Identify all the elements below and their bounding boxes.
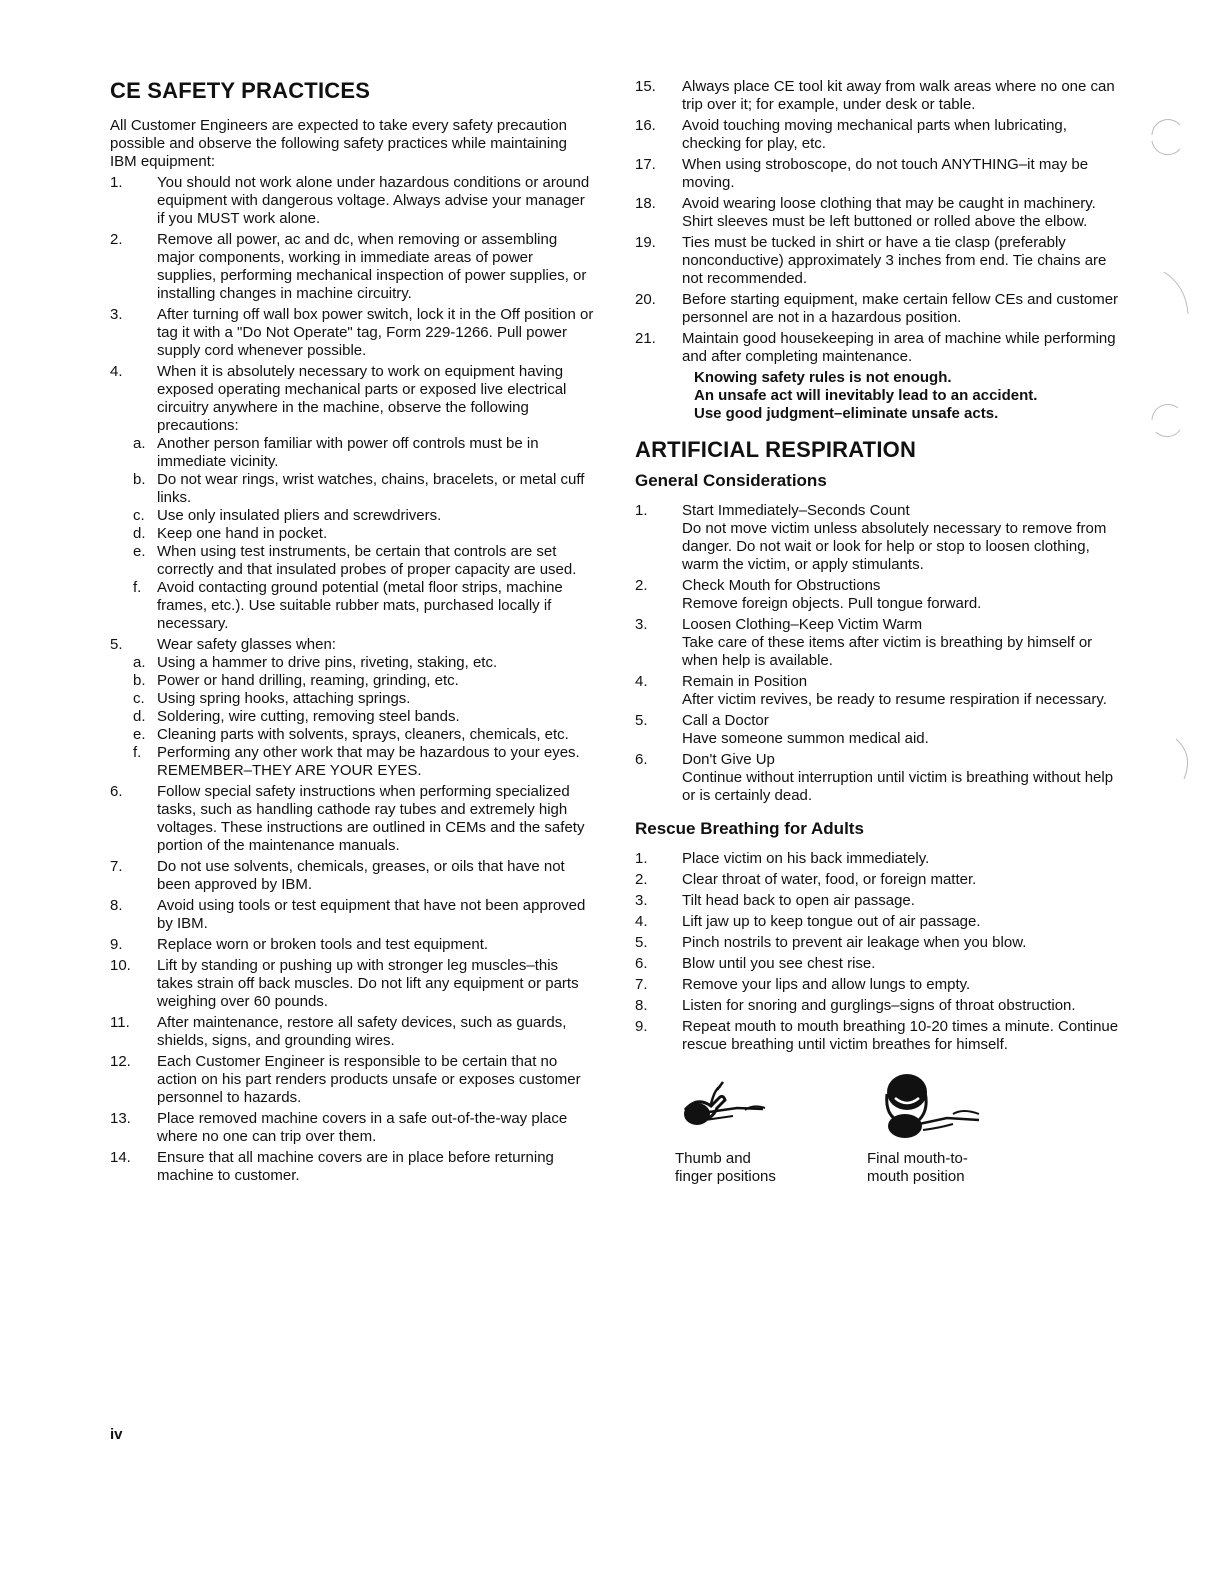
sub-list [133, 435, 595, 633]
list-item: 16. Avoid touching moving mechanical parts when lubricating, checking for play, etc. [635, 117, 1067, 152]
list-item: 7. Remove your lips and allow lungs to empty. [635, 976, 971, 993]
list-item: 2. Clear throat of water, food, or foreign matter. [635, 871, 977, 888]
list-item: 13. Place removed machine covers in a safe out-of-the-way place where no one can trip over them. [110, 1110, 568, 1145]
figure-thumb-finger [675, 1068, 835, 1186]
safety-list-right [635, 78, 1120, 366]
sub-list-item: d. Soldering, wire cutting, removing steel bands. [133, 708, 460, 725]
list-item: 1. Start Immediately–Seconds Count Do not move victim unless absolutely necessary to remove from danger. Do not wait or look for help or stop to loosen clothing, warm the victim, or apply stimulants. [635, 502, 1107, 573]
list-item: 10. Lift by standing or pushing up with stronger leg muscles–this takes strain off back muscles. Do not lift any equipment or parts weighing over 60 pounds. [110, 957, 579, 1010]
sub-list-item: c. Use only insulated pliers and screwdrivers. [133, 507, 442, 524]
list-item: 8. Avoid using tools or test equipment that have not been approved by IBM. [110, 897, 586, 932]
sub-list-item: d. Keep one hand in pocket. [133, 525, 328, 542]
list-item: 5. Call a Doctor Have someone summon medical aid. [635, 712, 929, 747]
right-column [635, 78, 1120, 1238]
page-number: iv [110, 1426, 123, 1443]
mouth-to-mouth-illustration-icon [867, 1068, 987, 1146]
respiration-figures [635, 1068, 1120, 1238]
list-item: 9. Replace worn or broken tools and test equipment. [110, 936, 489, 953]
punch-hole-mark-icon [1156, 268, 1196, 318]
list-item: 4. Lift jaw up to keep tongue out of air passage. [635, 913, 981, 930]
safety-intro: All Customer Engineers are expected to take every safety precaution possible and observe the following safety practices while maintaining IBM equipment: [110, 117, 567, 170]
safety-list-left [110, 174, 595, 1185]
list-item: 6. Don't Give Up Continue without interruption until victim is breathing without help or is certainly dead. [635, 751, 1114, 804]
warning-line: An unsafe act will inevitably lead to an accident. [694, 387, 1038, 404]
figure-caption: Final mouth-to- mouth position [867, 1150, 968, 1185]
rescue-breathing-heading: Rescue Breathing for Adults [635, 819, 864, 838]
left-column [110, 78, 595, 1188]
artificial-respiration-title: ARTIFICIAL RESPIRATION [635, 437, 917, 462]
list-item: 3. Loosen Clothing–Keep Victim Warm Take care of these items after victim is breathing by himself or when help is available. [635, 616, 1093, 669]
list-item: 11. After maintenance, restore all safety devices, such as guards, shields, signs, and grounding wires. [110, 1014, 567, 1049]
list-item: 18. Avoid wearing loose clothing that may be caught in machinery. Shirt sleeves must be left buttoned or rolled above the elbow. [635, 195, 1096, 230]
list-item: 4. When it is absolutely necessary to work on equipment having exposed operating mechanical parts or exposed live electrical circuitry anywhere in the machine, observe the following precautions: a. Another person familiar with power off controls must be in immediate vicinity. b. Do not wear rings, wrist watches, chains, bracelets, or metal cuff links. c. Use only insulated pliers and screwdrivers. d. Keep one hand in pocket. e. When using test instruments, be certain that controls are set correctly and that insulated probes of proper capacity are used. f. Avoid contacting ground potential (metal floor strips, machine frames, etc.). Use suitable rubber mats, purchased locally if necessary. [110, 363, 595, 633]
sub-list-item: a. Using a hammer to drive pins, riveting, staking, etc. [133, 654, 498, 671]
sub-list-item: e. Cleaning parts with solvents, sprays, cleaners, chemicals, etc. [133, 726, 569, 743]
list-item: 3. After turning off wall box power switch, lock it in the Off position or tag it with a "Do Not Operate" tag, Form 229-1266. Pull power supply cord whenever possible. [110, 306, 594, 359]
list-item: 19. Ties must be tucked in shirt or have a tie clasp (preferably nonconductive) approximately 3 inches from end. Tie chains are not recommended. [635, 234, 1107, 287]
rescue-breathing-list [635, 850, 1120, 1054]
list-item: 12. Each Customer Engineer is responsible to be certain that no action on his part renders products unsafe or exposes customer personnel to hazards. [110, 1053, 581, 1106]
list-item: 5. Wear safety glasses when: a. Using a hammer to drive pins, riveting, staking, etc. b. Power or hand drilling, reaming, grinding, etc. c. Using spring hooks, attaching springs. d. Soldering, wire cutting, removing steel bands. e. Cleaning parts with solvents, sprays, cleaners, chemicals, etc. f. Performing any other work that may be hazardous to your eyes. REMEMBER–THEY ARE YOUR EYES. [110, 636, 595, 780]
figure-mouth-to-mouth [867, 1068, 1027, 1186]
list-item: 1. You should not work alone under hazardous conditions or around equipment with dangerous voltage. Always advise your manager if you MUST work alone. [110, 174, 590, 227]
sub-list-item: f. Avoid contacting ground potential (metal floor strips, machine frames, etc.). Use suitable rubber mats, purchased locally if necessary. [133, 579, 563, 632]
general-considerations-heading: General Considerations [635, 471, 827, 490]
list-item: 21. Maintain good housekeeping in area of machine while performing and after completing maintenance. [635, 330, 1116, 365]
list-item: 9. Repeat mouth to mouth breathing 10-20 times a minute. Continue rescue breathing until victim breathes for himself. [635, 1018, 1119, 1053]
list-item: 1. Place victim on his back immediately. [635, 850, 930, 867]
thumb-finger-illustration-icon [675, 1068, 785, 1146]
warning-line: Knowing safety rules is not enough. [694, 369, 952, 386]
list-item: 5. Pinch nostrils to prevent air leakage when you blow. [635, 934, 1027, 951]
list-item: 14. Ensure that all machine covers are in place before returning machine to customer. [110, 1149, 554, 1184]
safety-warning [635, 369, 1120, 423]
list-item: 6. Blow until you see chest rise. [635, 955, 876, 972]
sub-list-item: b. Do not wear rings, wrist watches, chains, bracelets, or metal cuff links. [133, 471, 585, 506]
safety-practices-title: CE SAFETY PRACTICES [110, 78, 371, 103]
sub-list-item: a. Another person familiar with power off controls must be in immediate vicinity. [133, 435, 539, 470]
list-item: 15. Always place CE tool kit away from walk areas where no one can trip over it; for example, under desk or table. [635, 78, 1115, 113]
sub-list-item: b. Power or hand drilling, reaming, grinding, etc. [133, 672, 459, 689]
list-item: 6. Follow special safety instructions when performing specialized tasks, such as handling cathode ray tubes and extremely high voltages. These instructions are outlined in CEMs and the safety portion of the maintenance manuals. [110, 783, 585, 854]
punch-hole-mark-icon [1146, 115, 1186, 157]
list-item: 2. Remove all power, ac and dc, when removing or assembling major components, working in immediate areas of power supplies, performing mechanical inspection of power supplies, or installing changes in machine circuitry. [110, 231, 587, 302]
list-item: 7. Do not use solvents, chemicals, greases, or oils that have not been approved by IBM. [110, 858, 565, 893]
list-item: 20. Before starting equipment, make certain fellow CEs and customer personnel are not in a hazardous position. [635, 291, 1119, 326]
punch-hole-mark-icon [1146, 398, 1186, 442]
punch-hole-mark-icon [1170, 735, 1200, 783]
figure-caption: Thumb and finger positions [675, 1150, 776, 1185]
general-considerations-list [635, 502, 1120, 805]
sub-list-item: c. Using spring hooks, attaching springs. [133, 690, 411, 707]
list-item: 3. Tilt head back to open air passage. [635, 892, 915, 909]
sub-list-item: f. Performing any other work that may be hazardous to your eyes. REMEMBER–THEY ARE YOUR EYES. [133, 744, 580, 779]
sub-list [133, 654, 595, 780]
list-item: 4. Remain in Position After victim revives, be ready to resume respiration if necessary. [635, 673, 1107, 708]
list-item: 8. Listen for snoring and gurglings–signs of throat obstruction. [635, 997, 1076, 1014]
sub-list-item: e. When using test instruments, be certain that controls are set correctly and that insulated probes of proper capacity are used. [133, 543, 577, 578]
list-item: 17. When using stroboscope, do not touch ANYTHING–it may be moving. [635, 156, 1089, 191]
warning-line: Use good judgment–eliminate unsafe acts. [694, 405, 999, 422]
list-item: 2. Check Mouth for Obstructions Remove foreign objects. Pull tongue forward. [635, 577, 982, 612]
